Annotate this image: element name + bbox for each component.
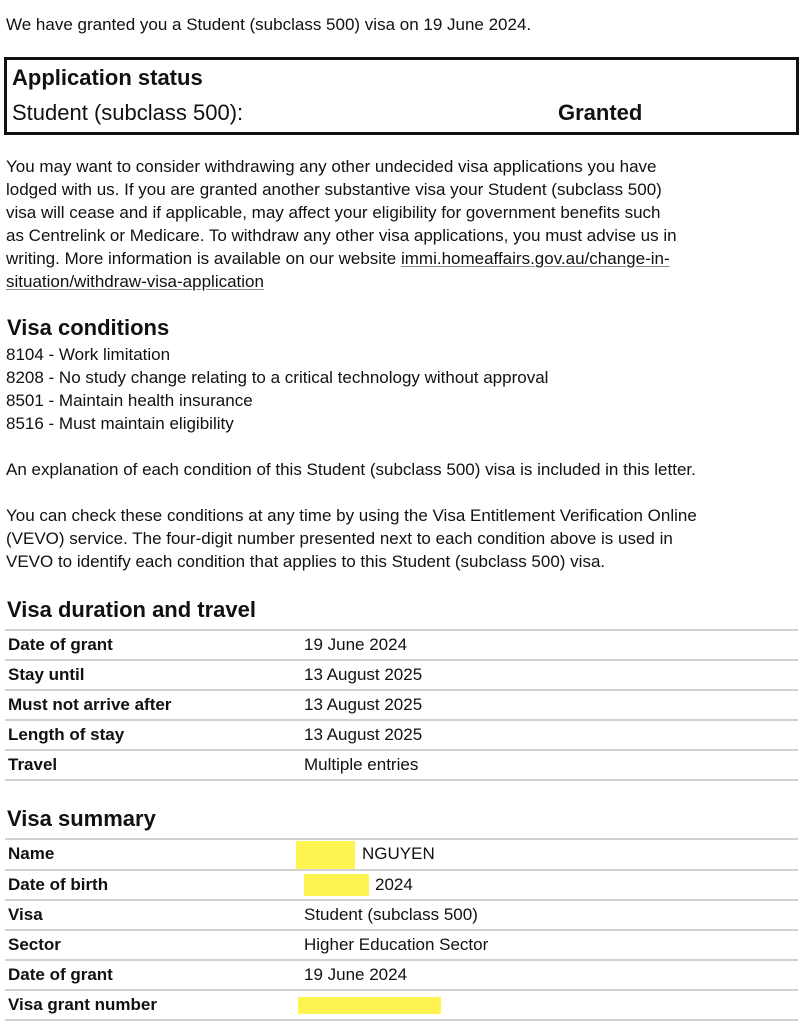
row-label: Date of birth [8,874,109,894]
vevo-line: VEVO to identify each condition that applies to this Student (subclass 500) visa. [6,552,606,571]
withdraw-notice-line [6,270,796,293]
row-value: 19 June 2024 [304,635,408,654]
row-label: Visa [8,904,43,924]
row-value-cell [304,870,798,900]
application-status-box [4,57,799,135]
row-value: 13 August 2025 [304,665,423,684]
row-label: Visa grant number [8,994,157,1014]
table-row [5,690,798,720]
row-label: Length of stay [8,725,125,744]
application-status-label: Student (subclass 500): [12,100,244,125]
condition-item: 8104 - Work limitation [6,345,171,364]
vevo-line: You can check these conditions at any time by using the Visa Entitlement Verification Online [6,506,697,525]
row-label: Stay until [8,665,85,684]
row-label: Travel [8,755,58,774]
visa-conditions-heading: Visa conditions [7,315,170,340]
withdraw-visa-link-continued[interactable]: situation/withdraw-visa-application [6,272,264,291]
row-value: Higher Education Sector [304,934,489,954]
row-label: Date of grant [8,964,113,984]
row-value: NGUYEN [362,844,435,863]
conditions-explanation: An explanation of each condition of this Student (subclass 500) visa is included in this letter. [6,460,696,479]
table-row [5,870,798,900]
redaction-block [304,874,369,896]
condition-item: 8501 - Maintain health insurance [6,391,253,410]
withdraw-notice-text: writing. More information is available on our website [6,249,401,268]
vevo-line: (VEVO) service. The four-digit number presented next to each condition above is used in [6,529,673,548]
vevo-paragraph [6,504,796,573]
table-row [5,960,798,990]
row-label: Must not arrive after [8,695,172,714]
row-label: Date of grant [8,635,113,654]
withdraw-notice-line: as Centrelink or Medicare. To withdraw any other visa applications, you must advise us in [6,226,677,245]
table-row [5,839,798,870]
row-value: 13 August 2025 [304,725,423,744]
row-label: Name [8,844,55,864]
withdraw-notice-line [6,247,796,270]
condition-item: 8208 - No study change relating to a critical technology without approval [6,368,549,387]
withdraw-notice [6,155,796,293]
row-value: 2024 [375,874,413,894]
withdraw-visa-link[interactable]: immi.homeaffairs.gov.au/change-in- [400,249,670,268]
condition-item: 8516 - Must maintain eligibility [6,414,234,433]
row-value: Multiple entries [304,755,419,774]
application-status-title: Application status [12,65,203,90]
visa-conditions-list [6,343,548,435]
withdraw-notice-line: lodged with us. If you are granted another substantive visa your Student (subclass 500) [6,180,662,199]
row-value: 13 August 2025 [304,695,423,714]
table-row [5,930,798,960]
table-row [5,660,798,690]
withdraw-notice-line: visa will cease and if applicable, may affect your eligibility for government benefits such [6,203,661,222]
table-row [5,750,798,780]
redaction-block [298,997,441,1014]
table-row [5,720,798,750]
row-value-cell [304,839,798,870]
visa-duration-table [5,629,798,781]
visa-summary-heading: Visa summary [7,806,156,831]
table-row [5,630,798,660]
visa-summary-table [5,838,798,1021]
application-status-value: Granted [558,100,643,125]
row-value: 19 June 2024 [304,964,408,984]
redaction-block [296,841,355,869]
table-row [5,900,798,930]
row-label: Sector [8,934,61,954]
grant-intro-text: We have granted you a Student (subclass 500) visa on 19 June 2024. [6,15,532,34]
row-value-cell [304,990,798,1020]
visa-duration-heading: Visa duration and travel [7,597,257,622]
table-row [5,990,798,1020]
withdraw-notice-line: You may want to consider withdrawing any other undecided visa applications you have [6,157,657,176]
row-value: Student (subclass 500) [304,904,478,924]
